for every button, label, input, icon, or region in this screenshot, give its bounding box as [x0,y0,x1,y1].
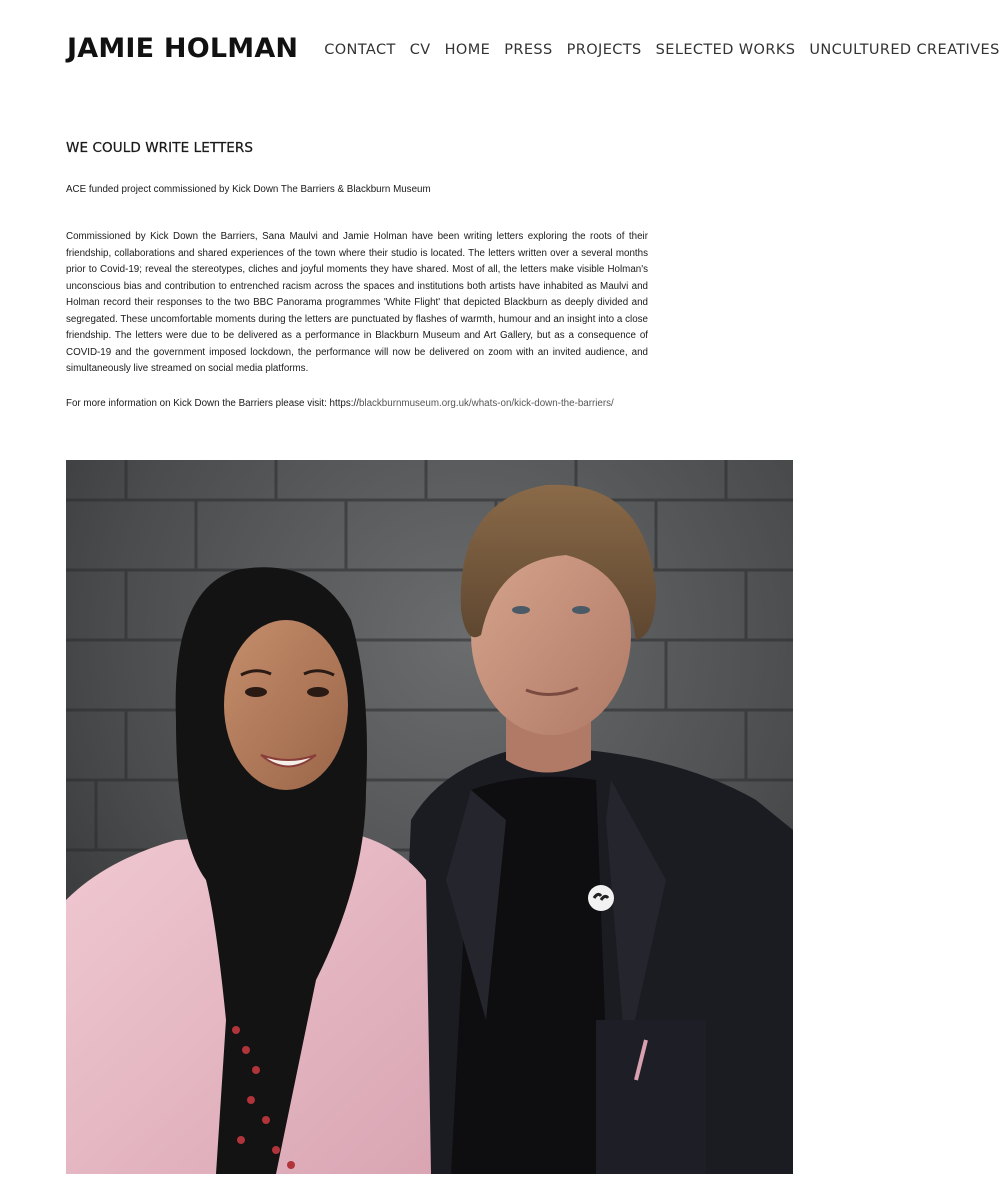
nav-item-contact[interactable]: CONTACT [324,41,396,58]
site-logo[interactable]: JAMIE HOLMAN [67,32,299,64]
nav-item-projects[interactable]: PROJECTS [566,41,642,58]
project-subtitle: ACE funded project commissioned by Kick Down The Barriers & Blackburn Museum [66,184,431,195]
more-info-prefix: For more information on Kick Down the Barriers please visit: https:// [66,397,359,409]
artists-portrait-photo [66,460,793,1174]
main-nav [324,39,999,58]
page-title: WE COULD WRITE LETTERS [66,140,254,156]
nav-item-cv[interactable]: CV [409,41,431,58]
nav-item-press[interactable]: PRESS [504,41,553,58]
more-info-line [66,398,648,409]
project-description: Commissioned by Kick Down the Barriers, Sana Maulvi and Jamie Holman have been writing letters exploring the roots of their friendship, collaborations and shared experiences of the town where their studio is located. The letters written over a several months prior to Covid-19; reveal the stereotypes, cliches and joyful moments they have shared. Most of all, the letters make visible Holman's unconscious bias and contribution to entrenched racism across the spaces and institutions both artists have inhabited as Maulvi and Holman record their responses to the two BBC Panorama programmes 'White Flight' that depicted Blackburn as deeply divided and segregated. These uncomfortable moments during the letters are punctuated by flashes of warmth, humour and an insight into a close friendship. The letters were due to be delivered as a performance in Blackburn Museum and Art Gallery, but as a consequence of COVID-19 and the government imposed lockdown, the performance will now be delivered on zoom with an invited audience, and simultaneously live streamed on social media platforms. [66,231,648,374]
article [66,140,648,409]
nav-item-home[interactable]: HOME [444,41,491,58]
nav-item-selected-works[interactable]: SELECTED WORKS [655,41,796,58]
kick-down-the-barriers-link[interactable]: blackburnmuseum.org.uk/whats-on/kick-down-the-barriers/ [358,397,614,409]
nav-item-uncultured-creatives[interactable]: UNCULTURED CREATIVES [809,41,1000,58]
site-header [67,28,1000,68]
